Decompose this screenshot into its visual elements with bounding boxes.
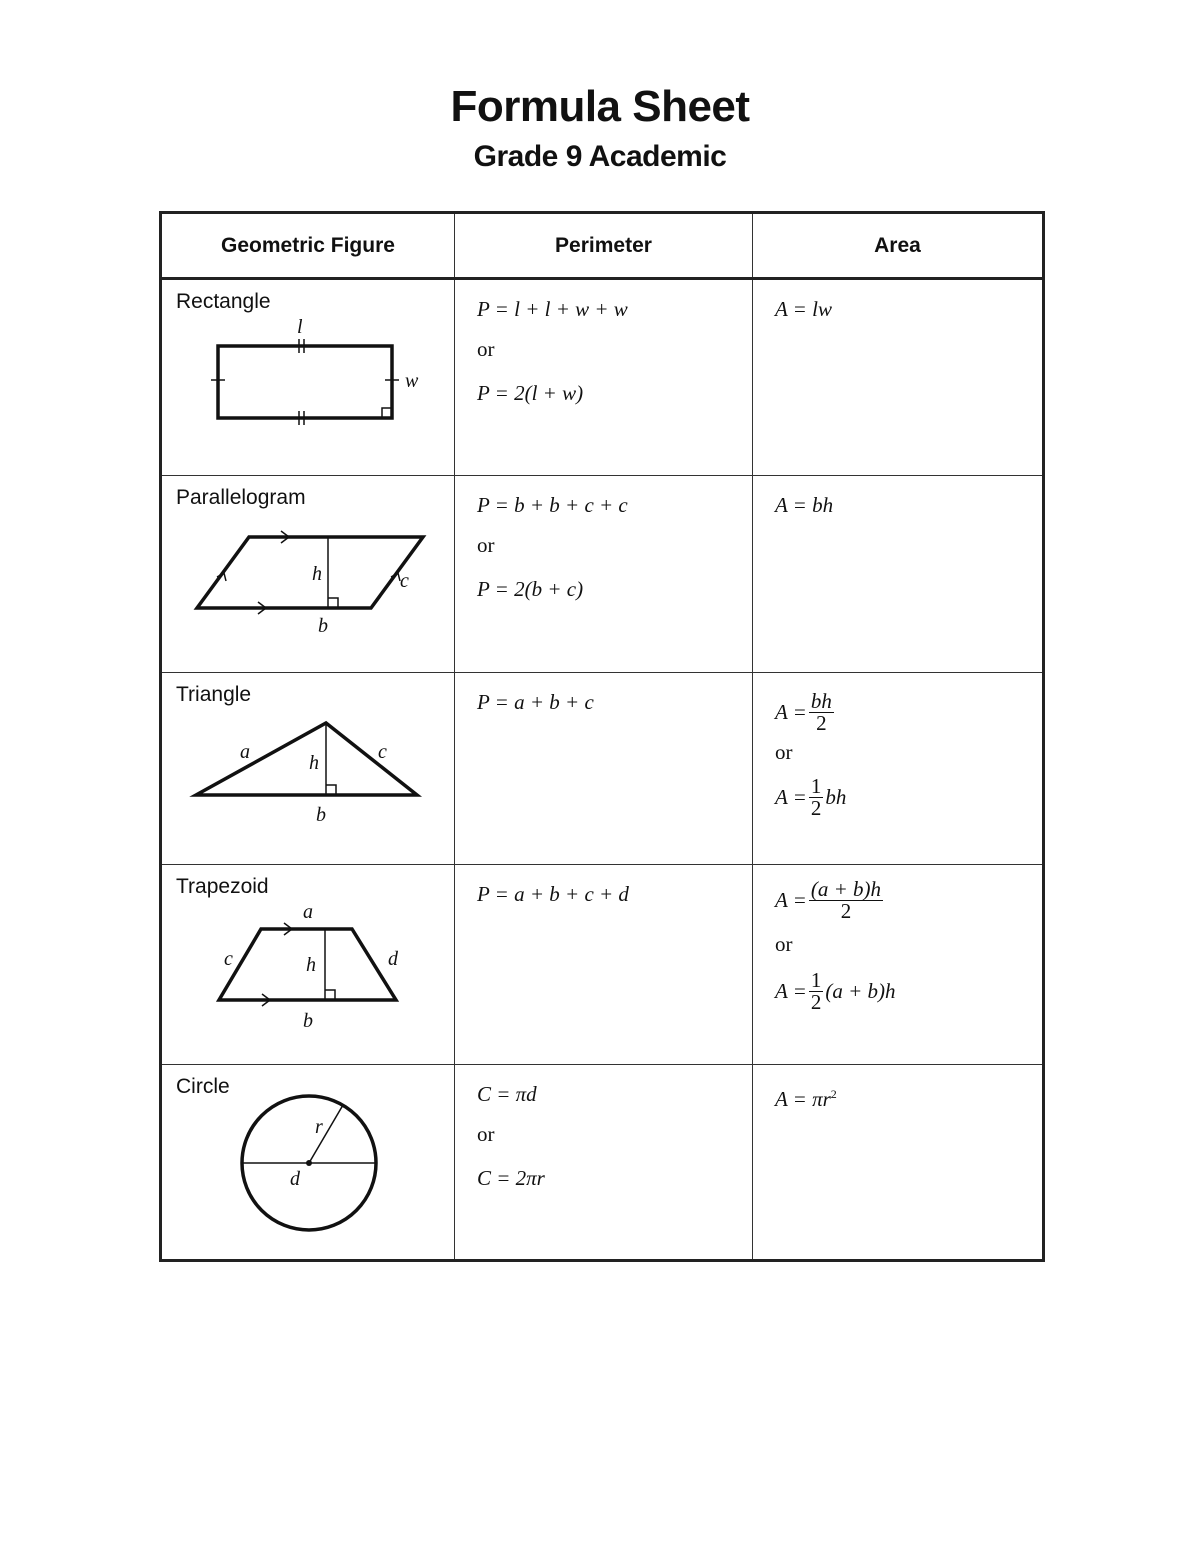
- parallelogram-diagram: [162, 476, 455, 672]
- perimeter-cell: [454, 673, 752, 865]
- area-formula: A = lw: [774, 297, 832, 321]
- perimeter-formula: P = a + b + c + d: [476, 882, 629, 906]
- label-l: l: [297, 316, 303, 338]
- formula-table: [159, 211, 1045, 1262]
- label-h: h: [309, 752, 319, 774]
- perimeter-cell: [454, 476, 752, 673]
- circle-diagram: [162, 1065, 455, 1259]
- or-label: or: [774, 740, 793, 764]
- label-h: h: [306, 954, 316, 976]
- area-cell: [752, 865, 1043, 1065]
- table-row-rectangle: [161, 279, 1044, 476]
- label-c: c: [224, 948, 233, 970]
- figure-name: Rectangle: [176, 290, 271, 313]
- figure-name: Parallelogram: [176, 486, 306, 509]
- perimeter-formula-alt: P = 2(l + w): [476, 381, 584, 405]
- trapezoid-diagram: [162, 865, 455, 1064]
- figure-cell: [161, 1065, 455, 1261]
- fraction-numerator: 1: [810, 774, 822, 798]
- perimeter-formula-alt: P = 2(b + c): [476, 577, 584, 601]
- area-formula-alt: [775, 776, 1042, 819]
- page-title: Formula Sheet: [450, 82, 750, 131]
- label-a: a: [240, 741, 250, 763]
- perimeter-formula: P = a + b + c: [476, 690, 594, 714]
- triangle-diagram: [162, 673, 455, 864]
- label-d: d: [388, 948, 398, 970]
- area-tail: bh: [825, 785, 847, 809]
- area-tail: (a + b)h: [825, 979, 896, 1003]
- label-d: d: [290, 1168, 300, 1190]
- fraction-numerator: bh: [810, 689, 832, 713]
- area-lhs: A =: [774, 888, 807, 912]
- label-b: b: [318, 615, 328, 637]
- perimeter-formula: P = b + b + c + c: [476, 493, 628, 517]
- area-lhs: A =: [774, 979, 807, 1003]
- figure-cell: [161, 279, 455, 476]
- column-header-figure: Geometric Figure: [161, 213, 455, 279]
- label-b: b: [316, 804, 326, 826]
- fraction-denominator: 2: [840, 899, 852, 923]
- area-formula: [775, 879, 1042, 922]
- column-header-perimeter: Perimeter: [454, 213, 752, 279]
- table-header-row: [161, 213, 1044, 279]
- area-lhs: A =: [774, 785, 807, 809]
- or-label: or: [476, 1122, 495, 1146]
- fraction: [809, 691, 834, 734]
- fraction-denominator: 2: [810, 990, 822, 1014]
- area-base: A = πr: [774, 1087, 831, 1111]
- fraction-denominator: 2: [816, 711, 827, 735]
- label-c: c: [378, 741, 387, 763]
- fraction-denominator: 2: [810, 796, 822, 820]
- figure-cell: [161, 865, 455, 1065]
- column-header-area: Area: [752, 213, 1043, 279]
- or-label: or: [476, 337, 495, 361]
- area-formula-alt: [775, 970, 1042, 1013]
- label-w: w: [405, 370, 419, 392]
- area-formula: [775, 691, 1042, 734]
- perimeter-formula: P = l + l + w + w: [476, 297, 628, 321]
- rectangle-diagram: [162, 280, 455, 475]
- figure-cell: [161, 673, 455, 865]
- or-label: or: [774, 932, 793, 956]
- perimeter-cell: [454, 279, 752, 476]
- figure-cell: [161, 476, 455, 673]
- table-row-circle: [161, 1065, 1044, 1261]
- figure-name: Trapezoid: [176, 875, 269, 898]
- fraction-numerator: 1: [810, 968, 822, 992]
- label-r: r: [315, 1116, 323, 1138]
- area-cell: [752, 1065, 1043, 1261]
- perimeter-cell: [454, 865, 752, 1065]
- fraction: [809, 879, 883, 922]
- fraction: [809, 776, 824, 819]
- fraction-numerator: (a + b)h: [810, 877, 882, 901]
- area-cell: [752, 673, 1043, 865]
- fraction: [809, 970, 824, 1013]
- table-row-triangle: [161, 673, 1044, 865]
- figure-name: Circle: [176, 1075, 230, 1098]
- area-cell: [752, 279, 1043, 476]
- area-lhs: A =: [774, 700, 807, 724]
- table-row-parallelogram: [161, 476, 1044, 673]
- label-h: h: [312, 563, 322, 585]
- page-subtitle: Grade 9 Academic: [473, 140, 727, 173]
- area-cell: [752, 476, 1043, 673]
- perimeter-cell: [454, 1065, 752, 1261]
- or-label: or: [476, 533, 495, 557]
- circumference-formula: C = πd: [476, 1082, 537, 1106]
- area-formula: A = bh: [774, 493, 834, 517]
- label-b: b: [303, 1010, 313, 1032]
- figure-name: Triangle: [176, 683, 252, 706]
- label-a: a: [303, 901, 313, 923]
- label-c: c: [400, 570, 409, 592]
- area-exponent: 2: [830, 1087, 837, 1101]
- circumference-formula-alt: C = 2πr: [476, 1166, 545, 1190]
- area-formula: [774, 1082, 1042, 1111]
- table-row-trapezoid: [161, 865, 1044, 1065]
